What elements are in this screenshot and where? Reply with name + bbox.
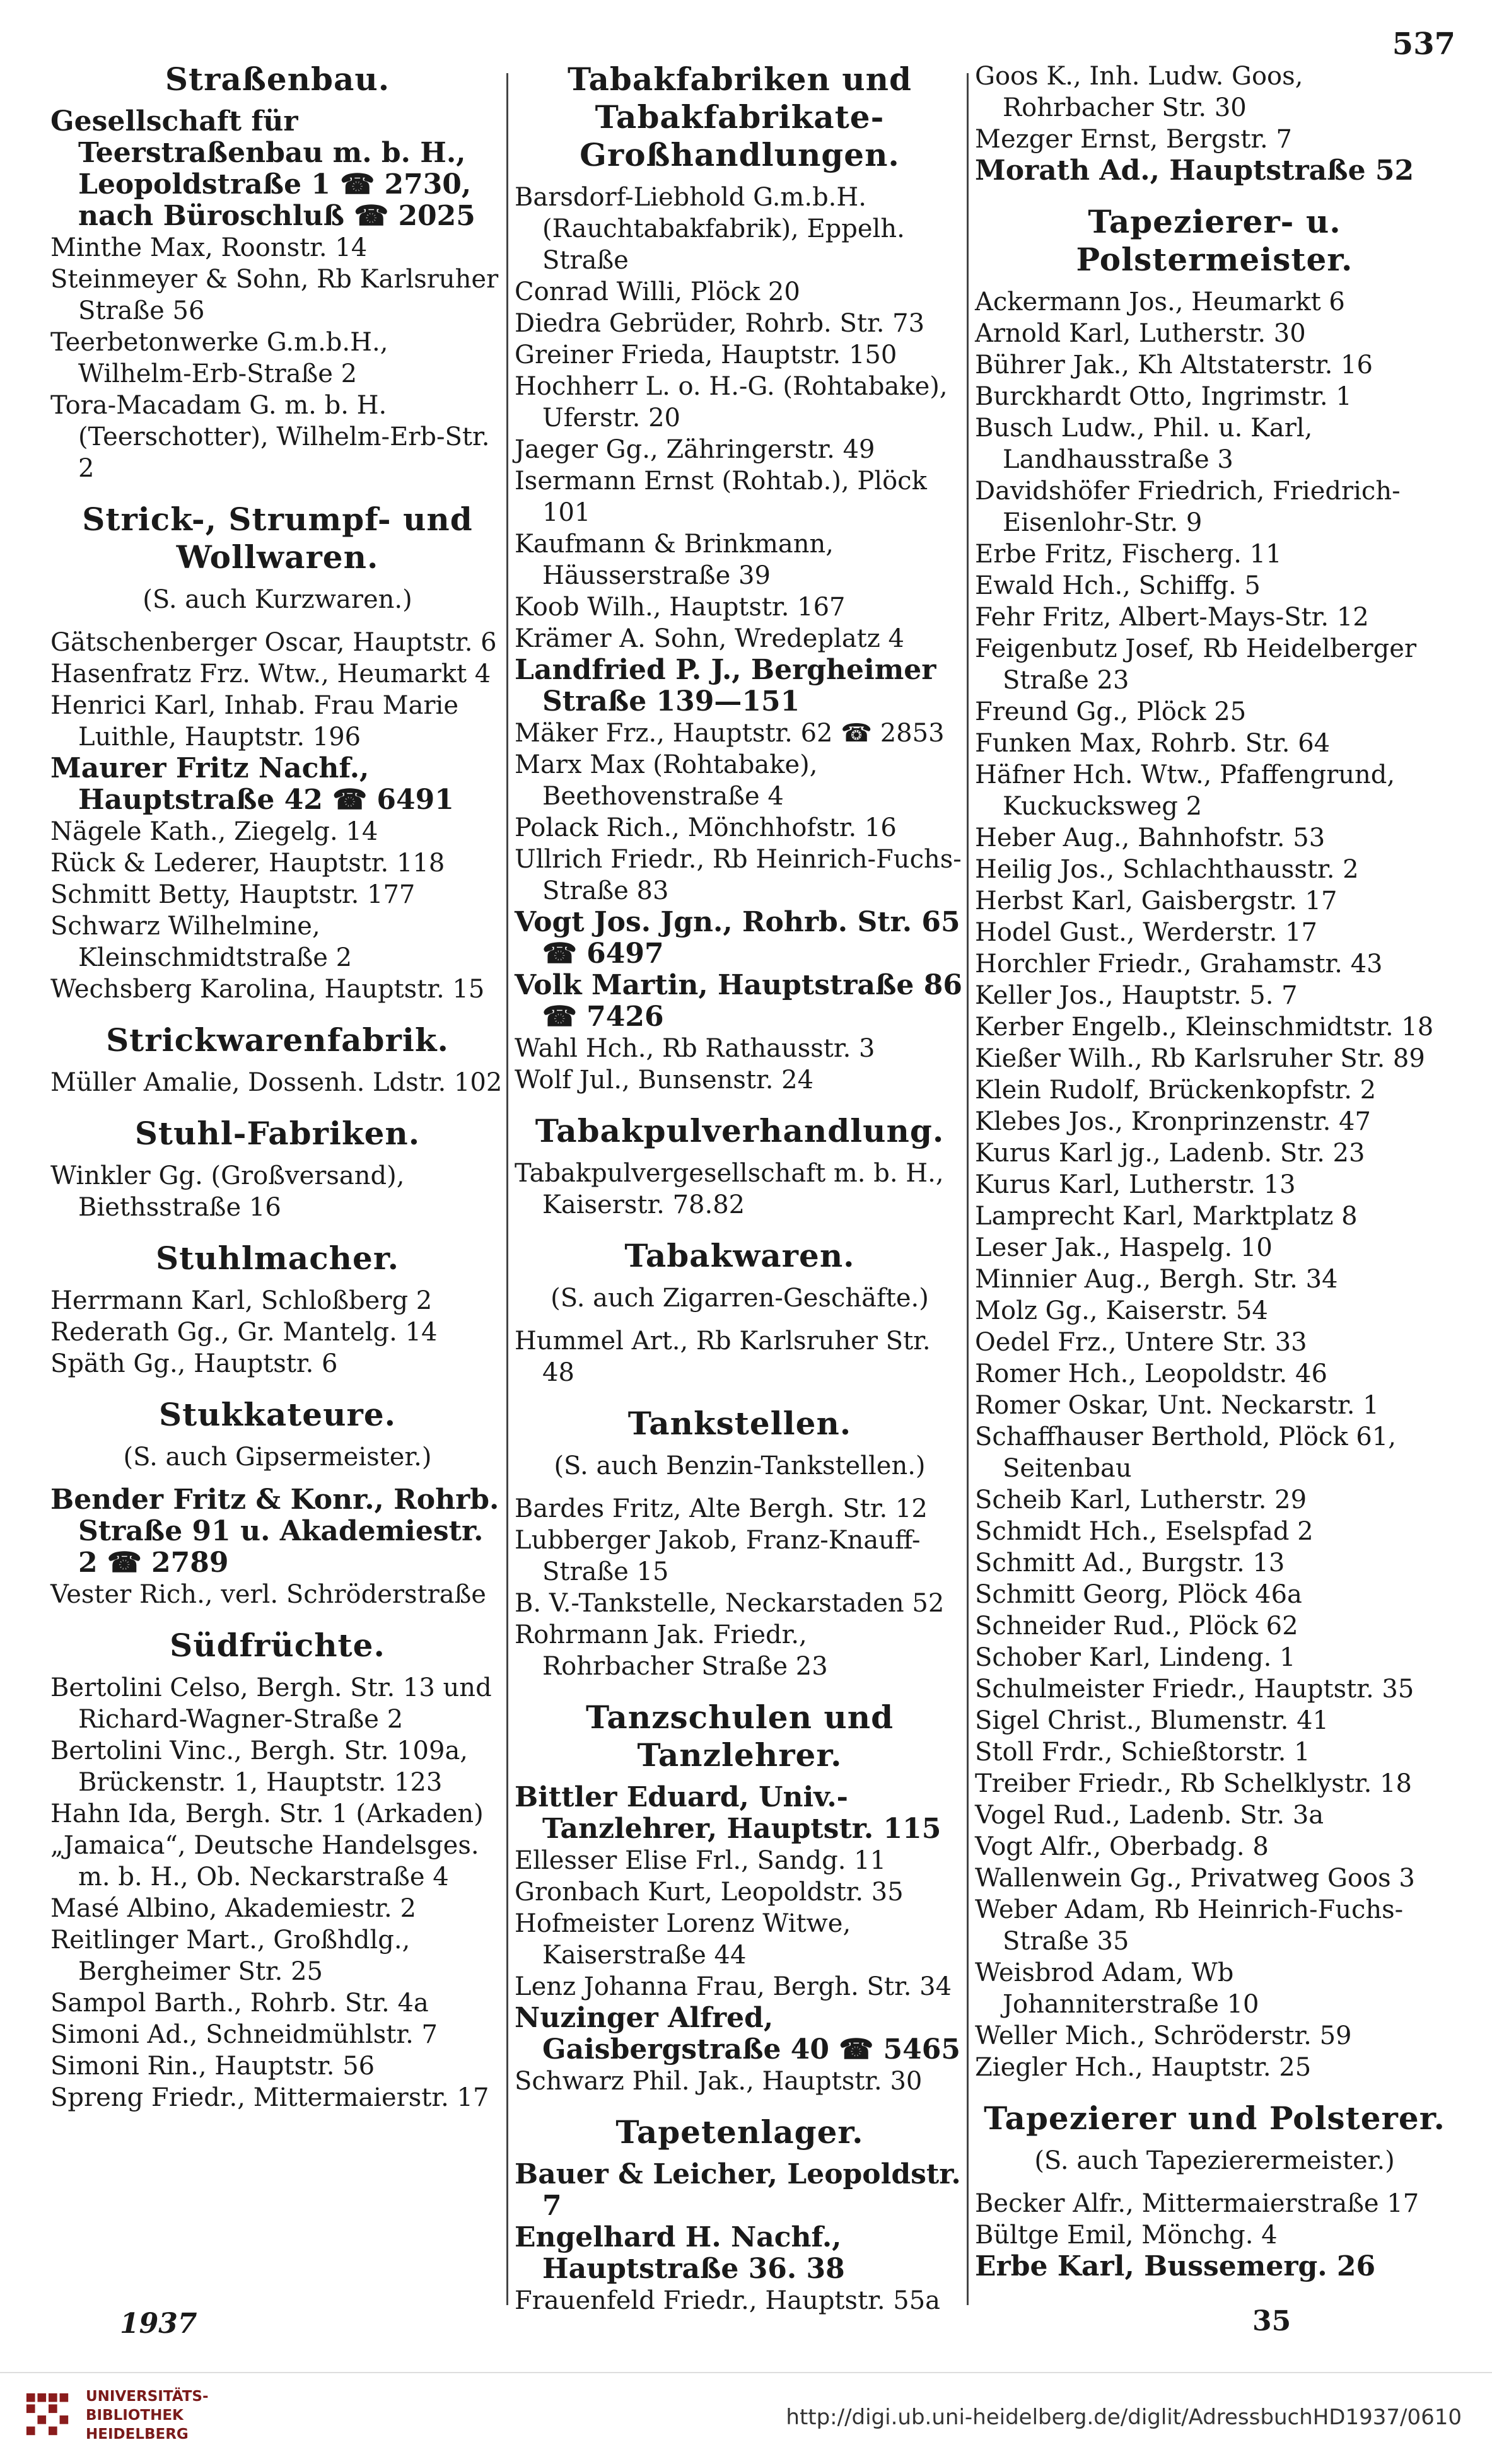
- list-item: Busch Ludw., Phil. u. Karl, Landhausstraße 3: [975, 414, 1313, 474]
- list-item: Schulmeister Friedr., Hauptstr. 35: [975, 1675, 1414, 1704]
- library-footer-bar: [0, 2372, 1492, 2464]
- list-item: Häfner Hch. Wtw., Pfaffengrund, Kuckucksweg 2: [975, 760, 1396, 821]
- list-item: Lamprecht Karl, Marktplatz 8: [975, 1202, 1358, 1231]
- list-item: Bender Fritz & Konr., Rohrb. Straße 91 u. Akademiestr. 2 ☎ 2789: [50, 1484, 499, 1579]
- list-item: Heber Aug., Bahnhofstr. 53: [975, 823, 1326, 852]
- list-item: Maurer Fritz Nachf., Hauptstraße 42 ☎ 6491: [50, 752, 454, 816]
- list-item: Erbe Karl, Bussemerg. 26: [975, 2250, 1376, 2282]
- list-item: Sampol Barth., Rohrb. Str. 4a: [50, 1989, 429, 2018]
- list-item: Lubberger Jakob, Franz-Knauff-Straße 15: [515, 1526, 921, 1586]
- list-item: Isermann Ernst (Rohtab.), Plöck 101: [515, 467, 927, 527]
- list-item: Simoni Rin., Hauptstr. 56: [50, 2052, 375, 2081]
- list-item: Sigel Christ., Blumenstr. 41: [975, 1706, 1329, 1735]
- list-item: Landfried P. J., Bergheimer Straße 139—151: [515, 654, 936, 718]
- list-item: Conrad Willi, Plöck 20: [515, 277, 800, 306]
- section-heading: Tabakpulverhandlung.: [535, 1112, 945, 1149]
- list-item: B. V.-Tankstelle, Neckarstaden 52: [515, 1589, 945, 1618]
- list-item: Diedra Gebrüder, Rohrb. Str. 73: [515, 309, 925, 338]
- column-divider-1: [506, 73, 508, 2305]
- list-item: Frauenfeld Friedr., Hauptstr. 55a: [515, 2286, 940, 2315]
- list-item: Vogel Rud., Ladenb. Str. 3a: [975, 1801, 1324, 1830]
- list-item: Schober Karl, Lindeng. 1: [975, 1643, 1296, 1672]
- list-item: Funken Max, Rohrb. Str. 64: [975, 729, 1331, 758]
- list-item: Koob Wilh., Hauptstr. 167: [515, 593, 846, 622]
- section-note: (S. auch Zigarren-Geschäfte.): [551, 1284, 929, 1313]
- list-item: Müller Amalie, Dossenh. Ldstr. 102: [50, 1068, 503, 1097]
- section-heading: Strickwarenfabrik.: [106, 1021, 449, 1059]
- list-item: Kurus Karl jg., Ladenb. Str. 23: [975, 1139, 1365, 1168]
- list-item: Burckhardt Otto, Ingrimstr. 1: [975, 382, 1352, 411]
- list-item: Schmidt Hch., Eselspfad 2: [975, 1517, 1314, 1546]
- list-item: Teerbetonwerke G.m.b.H., Wilhelm-Erb-Straße 2: [50, 328, 388, 388]
- list-item: Gronbach Kurt, Leopoldstr. 35: [515, 1878, 904, 1907]
- list-item: Vogt Jos. Jgn., Rohrb. Str. 65 ☎ 6497: [515, 906, 960, 970]
- list-item: Rederath Gg., Gr. Mantelg. 14: [50, 1318, 438, 1347]
- list-item: Tora-Macadam G. m. b. H. (Teerschotter), Wilhelm-Erb-Str. 2: [50, 391, 490, 483]
- list-item: Kaufmann & Brinkmann, Häusserstraße 39: [515, 530, 834, 590]
- list-item: Hasenfratz Frz. Wtw., Heumarkt 4: [50, 660, 491, 689]
- list-item: Reitlinger Mart., Großhdlg., Bergheimer Str. 25: [50, 1926, 411, 1986]
- section-note: (S. auch Kurzwaren.): [143, 585, 412, 614]
- list-item: Leser Jak., Haspelg. 10: [975, 1233, 1273, 1262]
- section-heading: Strick-, Strumpf- und Wollwaren.: [82, 501, 473, 576]
- list-item: Schmitt Georg, Plöck 46a: [975, 1580, 1302, 1609]
- list-item: Hodel Gust., Werderstr. 17: [975, 918, 1317, 947]
- section-heading: Tankstellen.: [627, 1405, 852, 1442]
- list-item: Kerber Engelb., Kleinschmidtstr. 18: [975, 1013, 1434, 1042]
- list-item: Oedel Frz., Untere Str. 33: [975, 1328, 1307, 1357]
- list-item: Keller Jos., Hauptstr. 5. 7: [975, 981, 1298, 1010]
- list-item: Arnold Karl, Lutherstr. 30: [975, 319, 1306, 348]
- list-item: Tabakpulvergesellschaft m. b. H., Kaiserstr. 78.82: [515, 1159, 944, 1219]
- library-name-line: BIBLIOTHEK: [86, 2407, 184, 2424]
- list-item: Romer Hch., Leopoldstr. 46: [975, 1359, 1327, 1388]
- list-item: Nägele Kath., Ziegelg. 14: [50, 817, 378, 846]
- list-item: Steinmeyer & Sohn, Rb Karlsruher Straße 56: [50, 265, 499, 325]
- column-3: [975, 61, 1454, 2282]
- list-item: Masé Albino, Akademiestr. 2: [50, 1894, 416, 1923]
- list-item: Bauer & Leicher, Leopoldstr. 7: [515, 2158, 961, 2222]
- list-item: Weller Mich., Schröderstr. 59: [975, 2021, 1352, 2050]
- list-item: Gätschenberger Oscar, Hauptstr. 6: [50, 628, 497, 657]
- footer-year: 1937: [120, 2308, 197, 2340]
- list-item: Bardes Fritz, Alte Bergh. Str. 12: [515, 1494, 928, 1523]
- list-item: Minthe Max, Roonstr. 14: [50, 233, 368, 262]
- list-item: Vogt Alfr., Oberbadg. 8: [975, 1832, 1269, 1861]
- section-note: (S. auch Tapezierermeister.): [1034, 2146, 1395, 2175]
- list-item: Hofmeister Lorenz Witwe, Kaiserstraße 44: [515, 1909, 851, 1970]
- list-item: Nuzinger Alfred, Gaisbergstraße 40 ☎ 5465: [515, 2002, 960, 2066]
- list-item: Ewald Hch., Schiffg. 5: [975, 571, 1261, 600]
- list-item: Hummel Art., Rb Karlsruher Str. 48: [515, 1327, 931, 1387]
- section-heading: Tapezierer und Polsterer.: [984, 2100, 1445, 2137]
- list-item: Stoll Frdr., Schießtorstr. 1: [975, 1738, 1310, 1767]
- list-item: Ackermann Jos., Heumarkt 6: [975, 288, 1345, 317]
- list-item: Wolf Jul., Bunsenstr. 24: [515, 1066, 814, 1095]
- source-url-link[interactable]: http://digi.ub.uni-heidelberg.de/diglit/AdressbuchHD1937/0610: [786, 2405, 1462, 2430]
- library-logo-icon: [24, 2391, 73, 2440]
- list-item: Schaffhauser Berthold, Plöck 61, Seitenbau: [975, 1422, 1396, 1483]
- list-item: Rück & Lederer, Hauptstr. 118: [50, 849, 445, 878]
- list-item: Ullrich Friedr., Rb Heinrich-Fuchs-Straße 83: [515, 845, 962, 905]
- page-number: 537: [1392, 26, 1455, 62]
- list-item: Jaeger Gg., Zähringerstr. 49: [515, 435, 875, 464]
- list-item: Romer Oskar, Unt. Neckarstr. 1: [975, 1391, 1379, 1420]
- list-item: Kurus Karl, Lutherstr. 13: [975, 1170, 1296, 1199]
- library-name: [86, 2387, 209, 2444]
- list-item: Wahl Hch., Rb Rathausstr. 3: [515, 1034, 875, 1063]
- list-item: Becker Alfr., Mittermaierstraße 17: [975, 2189, 1419, 2218]
- footer-page-number: 35: [1252, 2305, 1291, 2337]
- library-name-line: HEIDELBERG: [86, 2426, 189, 2443]
- list-item: Winkler Gg. (Großversand), Biethsstraße 16: [50, 1161, 405, 1222]
- section-note: (S. auch Benzin-Tankstellen.): [554, 1451, 926, 1480]
- list-item: Barsdorf-Liebhold G.m.b.H. (Rauchtabakfabrik), Eppelh. Straße: [515, 183, 905, 275]
- list-item: Rohrmann Jak. Friedr., Rohrbacher Straße 23: [515, 1620, 828, 1681]
- list-item: Schwarz Phil. Jak., Hauptstr. 30: [515, 2067, 923, 2096]
- list-item: Lenz Johanna Frau, Bergh. Str. 34: [515, 1972, 952, 2001]
- list-item: Spreng Friedr., Mittermaierstr. 17: [50, 2083, 489, 2112]
- list-item: Engelhard H. Nachf., Hauptstraße 36. 38: [515, 2221, 845, 2285]
- list-item: Minnier Aug., Bergh. Str. 34: [975, 1265, 1338, 1294]
- list-item: Morath Ad., Hauptstraße 52: [975, 154, 1414, 187]
- list-item: Vester Rich., verl. Schröderstraße: [50, 1580, 486, 1609]
- list-item: Polack Rich., Mönchhofstr. 16: [515, 813, 897, 842]
- list-item: Greiner Frieda, Hauptstr. 150: [515, 340, 897, 369]
- list-item: Kießer Wilh., Rb Karlsruher Str. 89: [975, 1044, 1425, 1073]
- list-item: Bittler Eduard, Univ.-Tanzlehrer, Hauptstr. 115: [515, 1781, 941, 1845]
- section-heading: Straßenbau.: [165, 61, 390, 98]
- list-item: Feigenbutz Josef, Rb Heidelberger Straße 23: [975, 634, 1417, 695]
- list-item: Scheib Karl, Lutherstr. 29: [975, 1485, 1307, 1514]
- list-item: Schwarz Wilhelmine, Kleinschmidtstraße 2: [50, 912, 353, 972]
- list-item: Henrici Karl, Inhab. Frau Marie Luithle, Hauptstr. 196: [50, 691, 459, 752]
- list-item: Weber Adam, Rb Heinrich-Fuchs-Straße 35: [975, 1895, 1404, 1956]
- list-item: Herrmann Karl, Schloßberg 2: [50, 1286, 433, 1315]
- list-item: Molz Gg., Kaiserstr. 54: [975, 1296, 1268, 1325]
- column-1: [50, 61, 504, 2113]
- list-item: Schmitt Betty, Hauptstr. 177: [50, 880, 416, 909]
- list-item: Wallenwein Gg., Privatweg Goos 3: [975, 1864, 1415, 1893]
- section-heading: Tapetenlager.: [615, 2113, 864, 2151]
- list-item: Gesellschaft für Teerstraßenbau m. b. H., Leopoldstraße 1 ☎ 2730, nach Büroschluß ☎ 2025: [50, 105, 475, 232]
- list-item: Bührer Jak., Kh Altstaterstr. 16: [975, 351, 1373, 380]
- column-divider-2: [967, 73, 969, 2305]
- library-name-line: UNIVERSITÄTS-: [86, 2388, 209, 2405]
- list-item: Heilig Jos., Schlachthausstr. 2: [975, 855, 1359, 884]
- section-heading: Stukkateure.: [158, 1396, 397, 1433]
- list-item: Klein Rudolf, Brückenkopfstr. 2: [975, 1076, 1377, 1105]
- list-item: Klebes Jos., Kronprinzenstr. 47: [975, 1107, 1371, 1136]
- list-item: Treiber Friedr., Rb Schelklystr. 18: [975, 1769, 1412, 1798]
- list-item: Goos K., Inh. Ludw. Goos, Rohrbacher Str. 30: [975, 62, 1303, 122]
- list-item: Hahn Ida, Bergh. Str. 1 (Arkaden): [50, 1799, 484, 1828]
- list-item: Späth Gg., Hauptstr. 6: [50, 1349, 338, 1378]
- list-item: Bültge Emil, Mönchg. 4: [975, 2221, 1278, 2250]
- list-item: Hochherr L. o. H.-G. (Rohtabake), Uferstr. 20: [515, 372, 948, 433]
- list-item: Davidshöfer Friedrich, Friedrich-Eisenlohr-Str. 9: [975, 477, 1401, 537]
- list-item: Freund Gg., Plöck 25: [975, 697, 1247, 726]
- list-item: Volk Martin, Hauptstraße 86 ☎ 7426: [515, 969, 962, 1033]
- list-item: Simoni Ad., Schneidmühlstr. 7: [50, 2020, 438, 2049]
- list-item: Mezger Ernst, Bergstr. 7: [975, 125, 1292, 154]
- list-item: Marx Max (Rohtabake), Beethovenstraße 4: [515, 750, 818, 811]
- list-item: „Jamaica“, Deutsche Handelsges. m. b. H., Ob. Neckarstraße 4: [50, 1831, 479, 1892]
- section-heading: Südfrüchte.: [170, 1627, 385, 1664]
- list-item: Fehr Fritz, Albert-Mays-Str. 12: [975, 603, 1369, 632]
- list-item: Krämer A. Sohn, Wredeplatz 4: [515, 624, 904, 653]
- list-item: Erbe Fritz, Fischerg. 11: [975, 540, 1282, 569]
- list-item: Bertolini Celso, Bergh. Str. 13 und Richard-Wagner-Straße 2: [50, 1673, 492, 1734]
- column-2: [515, 61, 965, 2316]
- section-heading: Tanzschulen und Tanzlehrer.: [585, 1699, 894, 1774]
- list-item: Herbst Karl, Gaisbergstr. 17: [975, 886, 1338, 915]
- list-item: Weisbrod Adam, Wb Johanniterstraße 10: [975, 1958, 1259, 2019]
- list-item: Ellesser Elise Frl., Sandg. 11: [515, 1846, 887, 1875]
- section-heading: Tapezierer- u. Polstermeister.: [1076, 203, 1353, 278]
- section-heading: Stuhlmacher.: [156, 1240, 399, 1277]
- section-heading: Tabakwaren.: [624, 1237, 855, 1274]
- list-item: Bertolini Vinc., Bergh. Str. 109a, Brückenstr. 1, Hauptstr. 123: [50, 1736, 469, 1797]
- section-note: (S. auch Gipsermeister.): [123, 1443, 432, 1472]
- section-heading: Stuhl-Fabriken.: [134, 1115, 421, 1152]
- section-heading: Tabakfabriken und Tabakfabrikate-Großhandlungen.: [568, 61, 912, 173]
- list-item: Horchler Friedr., Grahamstr. 43: [975, 950, 1383, 979]
- list-item: Ziegler Hch., Hauptstr. 25: [975, 2053, 1312, 2082]
- list-item: Wechsberg Karolina, Hauptstr. 15: [50, 975, 485, 1004]
- list-item: Schneider Rud., Plöck 62: [975, 1612, 1298, 1641]
- list-item: Schmitt Ad., Burgstr. 13: [975, 1549, 1285, 1578]
- list-item: Mäker Frz., Hauptstr. 62 ☎ 2853: [515, 719, 945, 748]
